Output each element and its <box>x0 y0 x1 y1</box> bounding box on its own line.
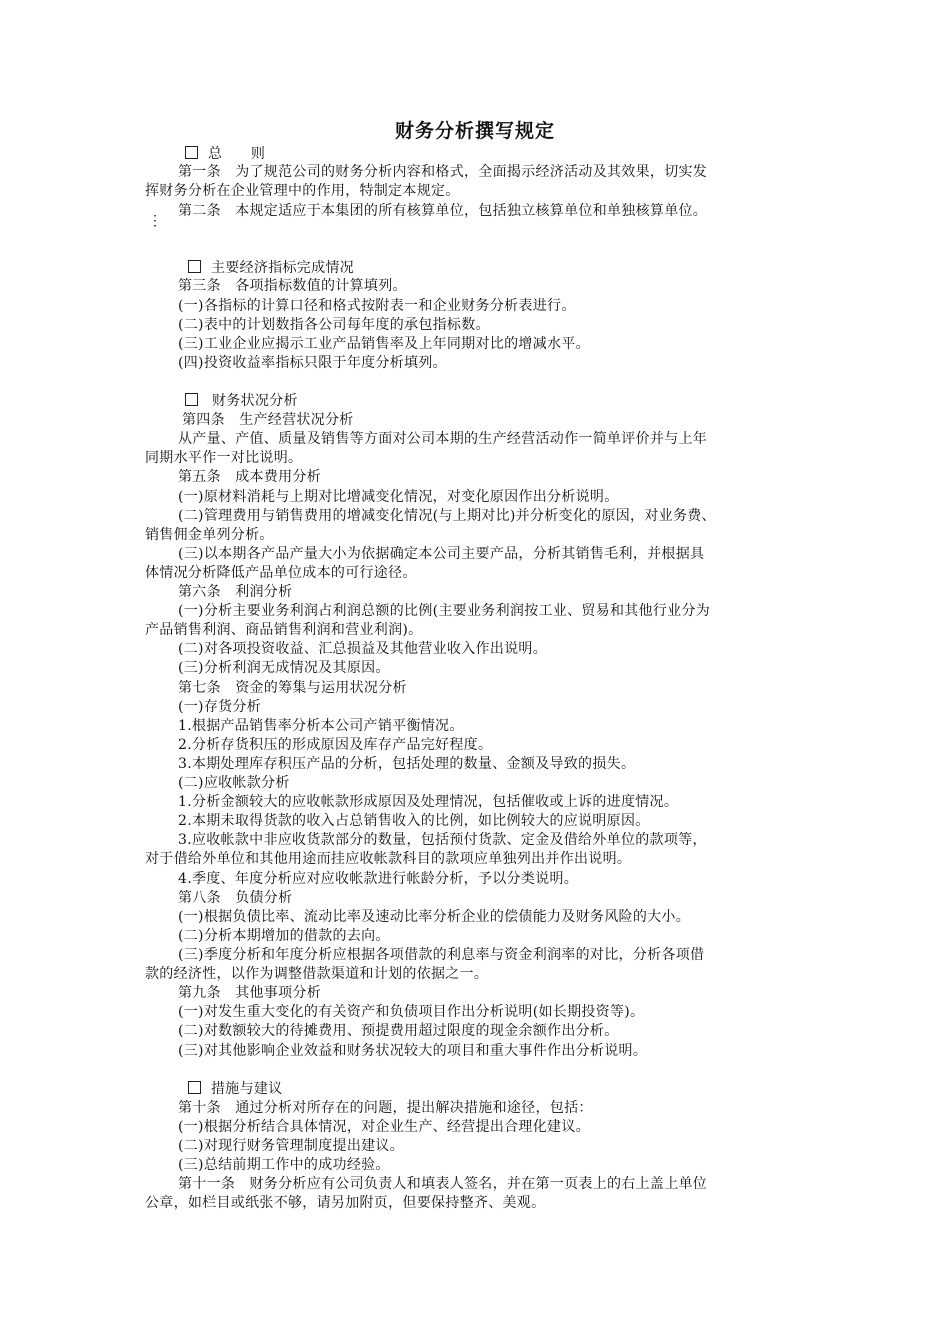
list-item: (三)以本期各产品产量大小为依据确定本公司主要产品，分析其销售毛利，并根据具 <box>178 546 705 562</box>
list-item: (二)对各项投资收益、汇总损益及其他营业收入作出说明。 <box>178 641 548 657</box>
list-item: 2.分析存货积压的形成原因及库存产品完好程度。 <box>178 737 493 753</box>
list-item: 3.应收帐款中非应收货款部分的数量，包括预付货款、定金及借给外单位的款项等， <box>178 832 707 848</box>
article-4: 第四条 生产经营状况分析 <box>182 412 354 428</box>
paragraph-line: 体情况分析降低产品单位成本的可行途径。 <box>145 565 417 581</box>
list-item: (一)根据负债比率、流动比率及速动比率分析企业的偿债能力及财务风险的大小。 <box>178 909 691 925</box>
list-item: (二)对数额较大的待摊费用、预提费用超过限度的现金余额作出分析。 <box>178 1023 619 1039</box>
list-item: (一)对发生重大变化的有关资产和负债项目作出分析说明(如长期投资等)。 <box>178 1004 645 1020</box>
checkbox-icon <box>188 1081 201 1094</box>
list-item: (三)总结前期工作中的成功经验。 <box>178 1157 390 1173</box>
list-item: 1.根据产品销售率分析本公司产销平衡情况。 <box>178 718 464 734</box>
checkbox-icon <box>185 146 198 159</box>
list-item: (二)应收帐款分析 <box>178 775 290 791</box>
checkbox-icon <box>188 260 201 273</box>
paragraph-line: 销售佣金单列分析。 <box>145 527 274 543</box>
list-item: 3.本期处理库存积压产品的分析，包括处理的数量、金额及导致的损失。 <box>178 756 636 772</box>
list-item: 4.季度、年度分析应对应收帐款进行帐龄分析，予以分类说明。 <box>178 871 579 887</box>
list-item: (二)对现行财务管理制度提出建议。 <box>178 1138 405 1154</box>
paragraph-line: 产品销售利润、商品销售利润和营业利润)。 <box>145 622 423 638</box>
checkbox-icon <box>185 393 198 406</box>
list-item: 2.本期未取得货款的收入占总销售收入的比例，如比例较大的应说明原因。 <box>178 813 650 829</box>
article-2: 第二条 本规定适应于本集团的所有核算单位，包括独立核算单位和单独核算单位。 <box>178 203 708 219</box>
list-item: (一)根据分析结合具体情况，对企业生产、经营提出合理化建议。 <box>178 1119 590 1135</box>
section-heading-indicators: 主要经济指标完成情况 <box>188 259 868 278</box>
article-3: 第三条 各项指标数值的计算填列。 <box>178 278 407 294</box>
paragraph-line: 挥财务分析在企业管理中的作用，特制定本规定。 <box>145 183 460 199</box>
list-item: (三)工业企业应揭示工业产品销售率及上年同期对比的增减水平。 <box>178 336 590 352</box>
list-item: (三)季度分析和年度分析应根据各项借款的利息率与资金利润率的对比，分析各项借 <box>178 947 705 963</box>
paragraph-line: 从产量、产值、质量及销售等方面对公司本期的生产经营活动作一简单评价并与上年 <box>178 431 708 447</box>
paragraph-line: 同期水平作一对比说明。 <box>145 450 303 466</box>
article-5: 第五条 成本费用分析 <box>178 469 321 485</box>
list-item: (一)各指标的计算口径和格式按附表一和企业财务分析表进行。 <box>178 298 576 314</box>
paragraph-line: 公章，如栏目或纸张不够，请另加附页，但要保持整齐、美观。 <box>145 1195 546 1211</box>
section-heading-general: 总 则 <box>185 145 865 164</box>
list-item: (四)投资收益率指标只限于年度分析填列。 <box>178 355 447 371</box>
article-10: 第十条 通过分析对所存在的问题，提出解决措施和途径，包括： <box>178 1100 593 1116</box>
section-heading-status: 财务状况分析 <box>185 392 865 411</box>
list-item: (二)管理费用与销售费用的增减变化情况(与上期对比)并分析变化的原因，对业务费、 <box>178 508 716 524</box>
list-item: (二)分析本期增加的借款的去向。 <box>178 928 390 944</box>
article-11: 第十一条 财务分析应有公司负责人和填表人签名，并在第一页表上的右上盖上单位 <box>178 1176 708 1192</box>
list-item: (三)分析利润无成情况及其原因。 <box>178 660 390 676</box>
vertical-ellipsis: ⋮ <box>148 213 162 229</box>
article-9: 第九条 其他事项分析 <box>178 985 321 1001</box>
article-6: 第六条 利润分析 <box>178 584 293 600</box>
list-item: (二)表中的计划数指各公司每年度的承包指标数。 <box>178 317 490 333</box>
paragraph-line: 款的经济性，以作为调整借款渠道和计划的依据之一。 <box>145 966 489 982</box>
section-heading-measures: 措施与建议 <box>188 1080 868 1099</box>
document-title: 财务分析撰写规定 <box>394 120 555 142</box>
paragraph-line: 对于借给外单位和其他用途而挂应收帐款科目的款项应单独列出并作出说明。 <box>145 851 632 867</box>
list-item: 1.分析金额较大的应收帐款形成原因及处理情况，包括催收或上诉的进度情况。 <box>178 794 679 810</box>
list-item: (一)分析主要业务利润占利润总额的比例(主要业务利润按工业、贸易和其他行业分为 <box>178 603 711 619</box>
article-7: 第七条 资金的筹集与运用状况分析 <box>178 680 407 696</box>
list-item: (一)原材料消耗与上期对比增减变化情况，对变化原因作出分析说明。 <box>178 489 619 505</box>
article-8: 第八条 负债分析 <box>178 890 293 906</box>
list-item: (三)对其他影响企业效益和财务状况较大的项目和重大事件作出分析说明。 <box>178 1043 648 1059</box>
article-1: 第一条 为了规范公司的财务分析内容和格式，全面揭示经济活动及其效果，切实发 <box>178 164 708 180</box>
list-item: (一)存货分析 <box>178 699 262 715</box>
